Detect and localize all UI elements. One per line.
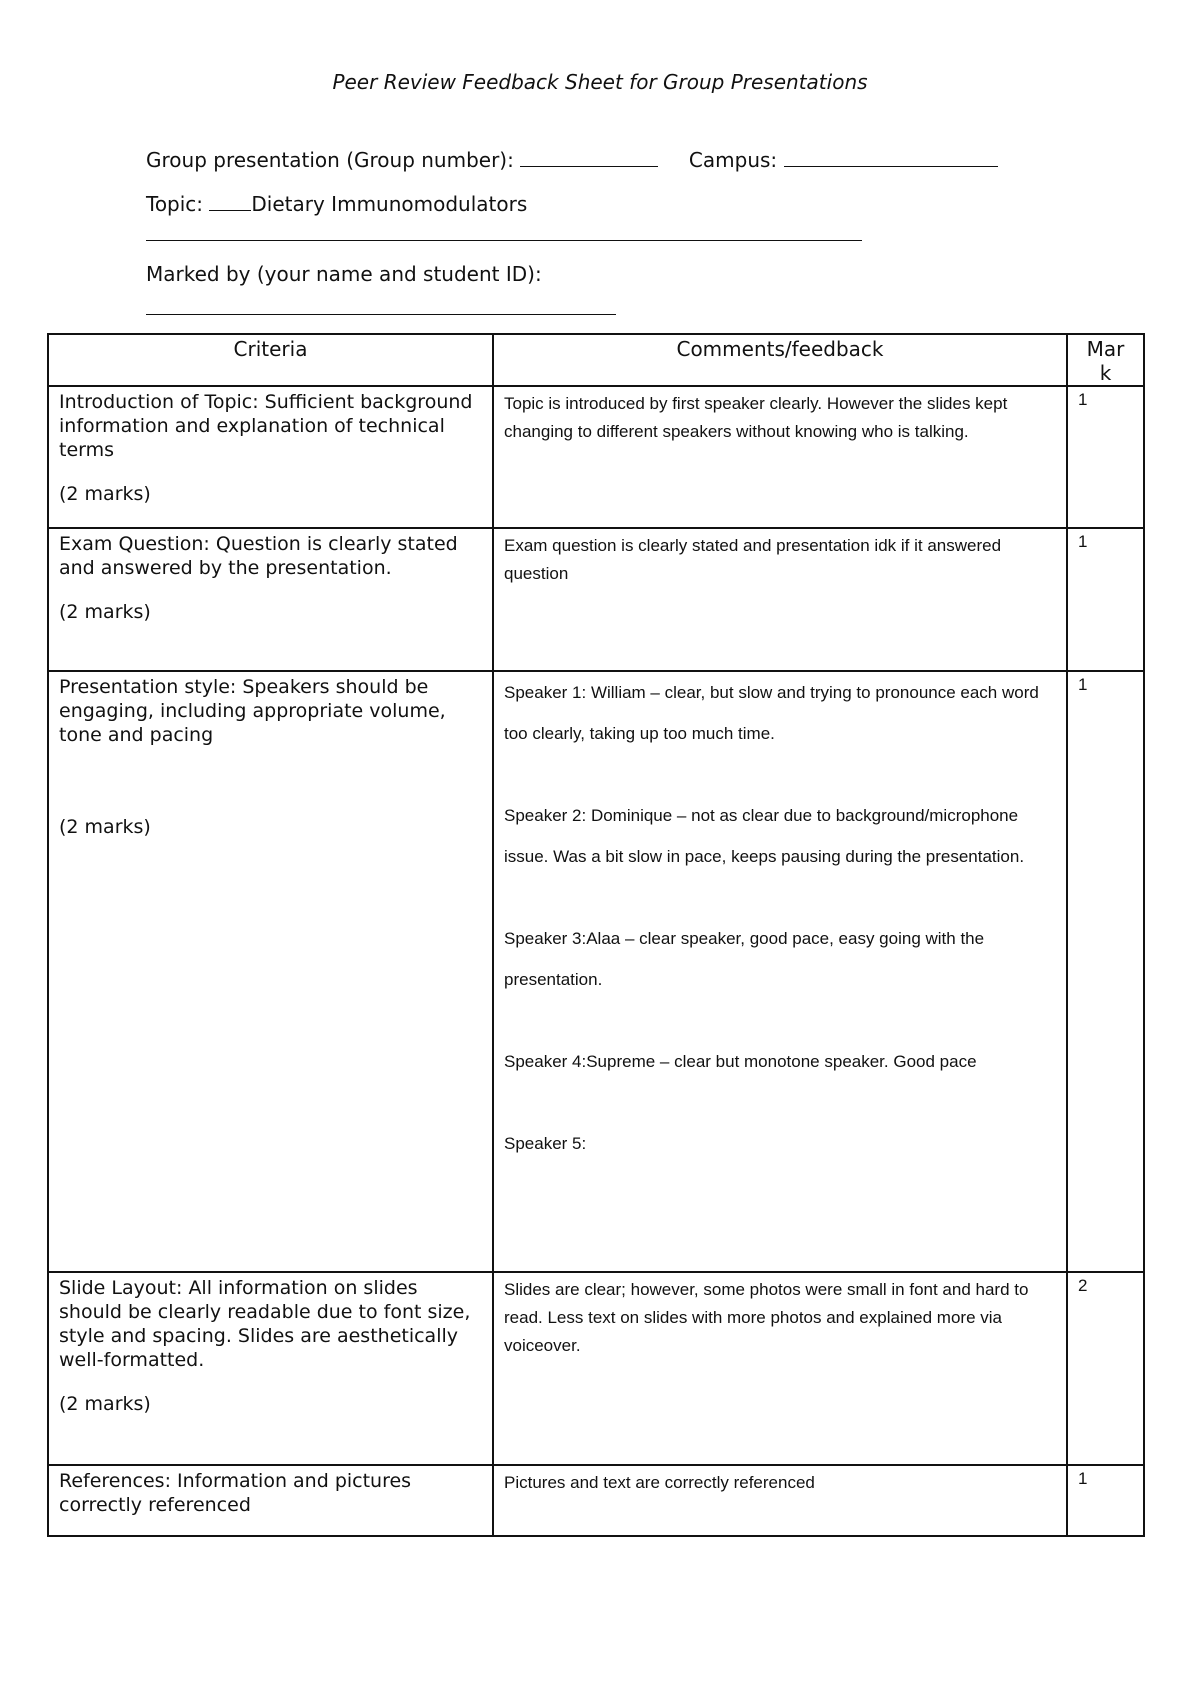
speaker-feedback: Speaker 5: (504, 1134, 587, 1153)
criteria-cell (48, 1272, 493, 1465)
criteria-text: Introduction of Topic: Sufficient background information and explanation of technical terms (59, 391, 473, 461)
page-title: Peer Review Feedback Sheet for Group Presentations (332, 70, 868, 94)
mark-cell[interactable]: 1 (1067, 671, 1144, 1272)
header-mark: Mar k (1067, 334, 1144, 386)
table-row (48, 1465, 1144, 1536)
group-number-field (146, 146, 998, 172)
criteria-cell (48, 671, 493, 1272)
marked-by-field (146, 262, 542, 286)
table-row (48, 1272, 1144, 1465)
mark-cell[interactable]: 2 (1067, 1272, 1144, 1465)
table-row (48, 528, 1144, 671)
criteria-text: Exam Question: Question is clearly stated and answered by the presentation. (59, 533, 458, 579)
topic-underline (146, 240, 862, 241)
header-criteria: Criteria (48, 334, 493, 386)
criteria-marks: (2 marks) (59, 483, 151, 505)
campus-label: Campus: (688, 148, 778, 172)
feedback-cell[interactable]: Slides are clear; however, some photos were small in font and hard to read. Less text on slides with more photos and explained more via voiceover. (493, 1272, 1067, 1465)
criteria-text: Slide Layout: All information on slides should be clearly readable due to font size, style and spacing. Slides are aesthetically well-formatted. (59, 1277, 471, 1371)
criteria-cell (48, 528, 493, 671)
feedback-cell[interactable]: Pictures and text are correctly referenced (493, 1465, 1067, 1536)
table-row (48, 671, 1144, 1272)
feedback-cell[interactable] (493, 671, 1067, 1272)
criteria-marks: (2 marks) (59, 816, 151, 838)
topic-blank[interactable] (209, 190, 251, 211)
criteria-text: References: Information and pictures correctly referenced (59, 1470, 412, 1516)
speaker-feedback: Speaker 2: Dominique – not as clear due to background/microphone issue. Was a bit slow in pace, keeps pausing during the presentation. (504, 806, 1025, 866)
speaker-feedback: Speaker 3:Alaa – clear speaker, good pace, easy going with the presentation. (504, 929, 985, 989)
speaker-feedback: Speaker 1: William – clear, but slow and trying to pronounce each word too clearly, taking up too much time. (504, 683, 1039, 743)
header-comments: Comments/feedback (493, 334, 1067, 386)
topic-label: Topic: (146, 192, 204, 216)
mark-cell[interactable]: 1 (1067, 386, 1144, 528)
table-header-row (48, 334, 1144, 386)
criteria-marks: (2 marks) (59, 1393, 151, 1415)
criteria-marks: (2 marks) (59, 601, 151, 623)
criteria-cell (48, 386, 493, 528)
feedback-cell[interactable]: Topic is introduced by first speaker clearly. However the slides kept changing to different speakers without knowing who is talking. (493, 386, 1067, 528)
marked-by-underline[interactable] (146, 314, 616, 315)
criteria-cell (48, 1465, 493, 1536)
table-row (48, 386, 1144, 528)
topic-value: Dietary Immunomodulators (251, 192, 528, 216)
speaker-feedback: Speaker 4:Supreme – clear but monotone speaker. Good pace (504, 1052, 977, 1071)
feedback-cell[interactable]: Exam question is clearly stated and presentation idk if it answered question (493, 528, 1067, 671)
group-number-blank[interactable] (520, 146, 658, 167)
marked-by-label: Marked by (your name and student ID): (146, 262, 542, 286)
topic-field (146, 190, 527, 216)
rubric-table (47, 333, 1145, 1537)
mark-cell[interactable]: 1 (1067, 1465, 1144, 1536)
criteria-text: Presentation style: Speakers should be engaging, including appropriate volume, tone and pacing (59, 676, 446, 746)
group-number-label: Group presentation (Group number): (146, 148, 514, 172)
campus-blank[interactable] (784, 146, 998, 167)
mark-cell[interactable]: 1 (1067, 528, 1144, 671)
